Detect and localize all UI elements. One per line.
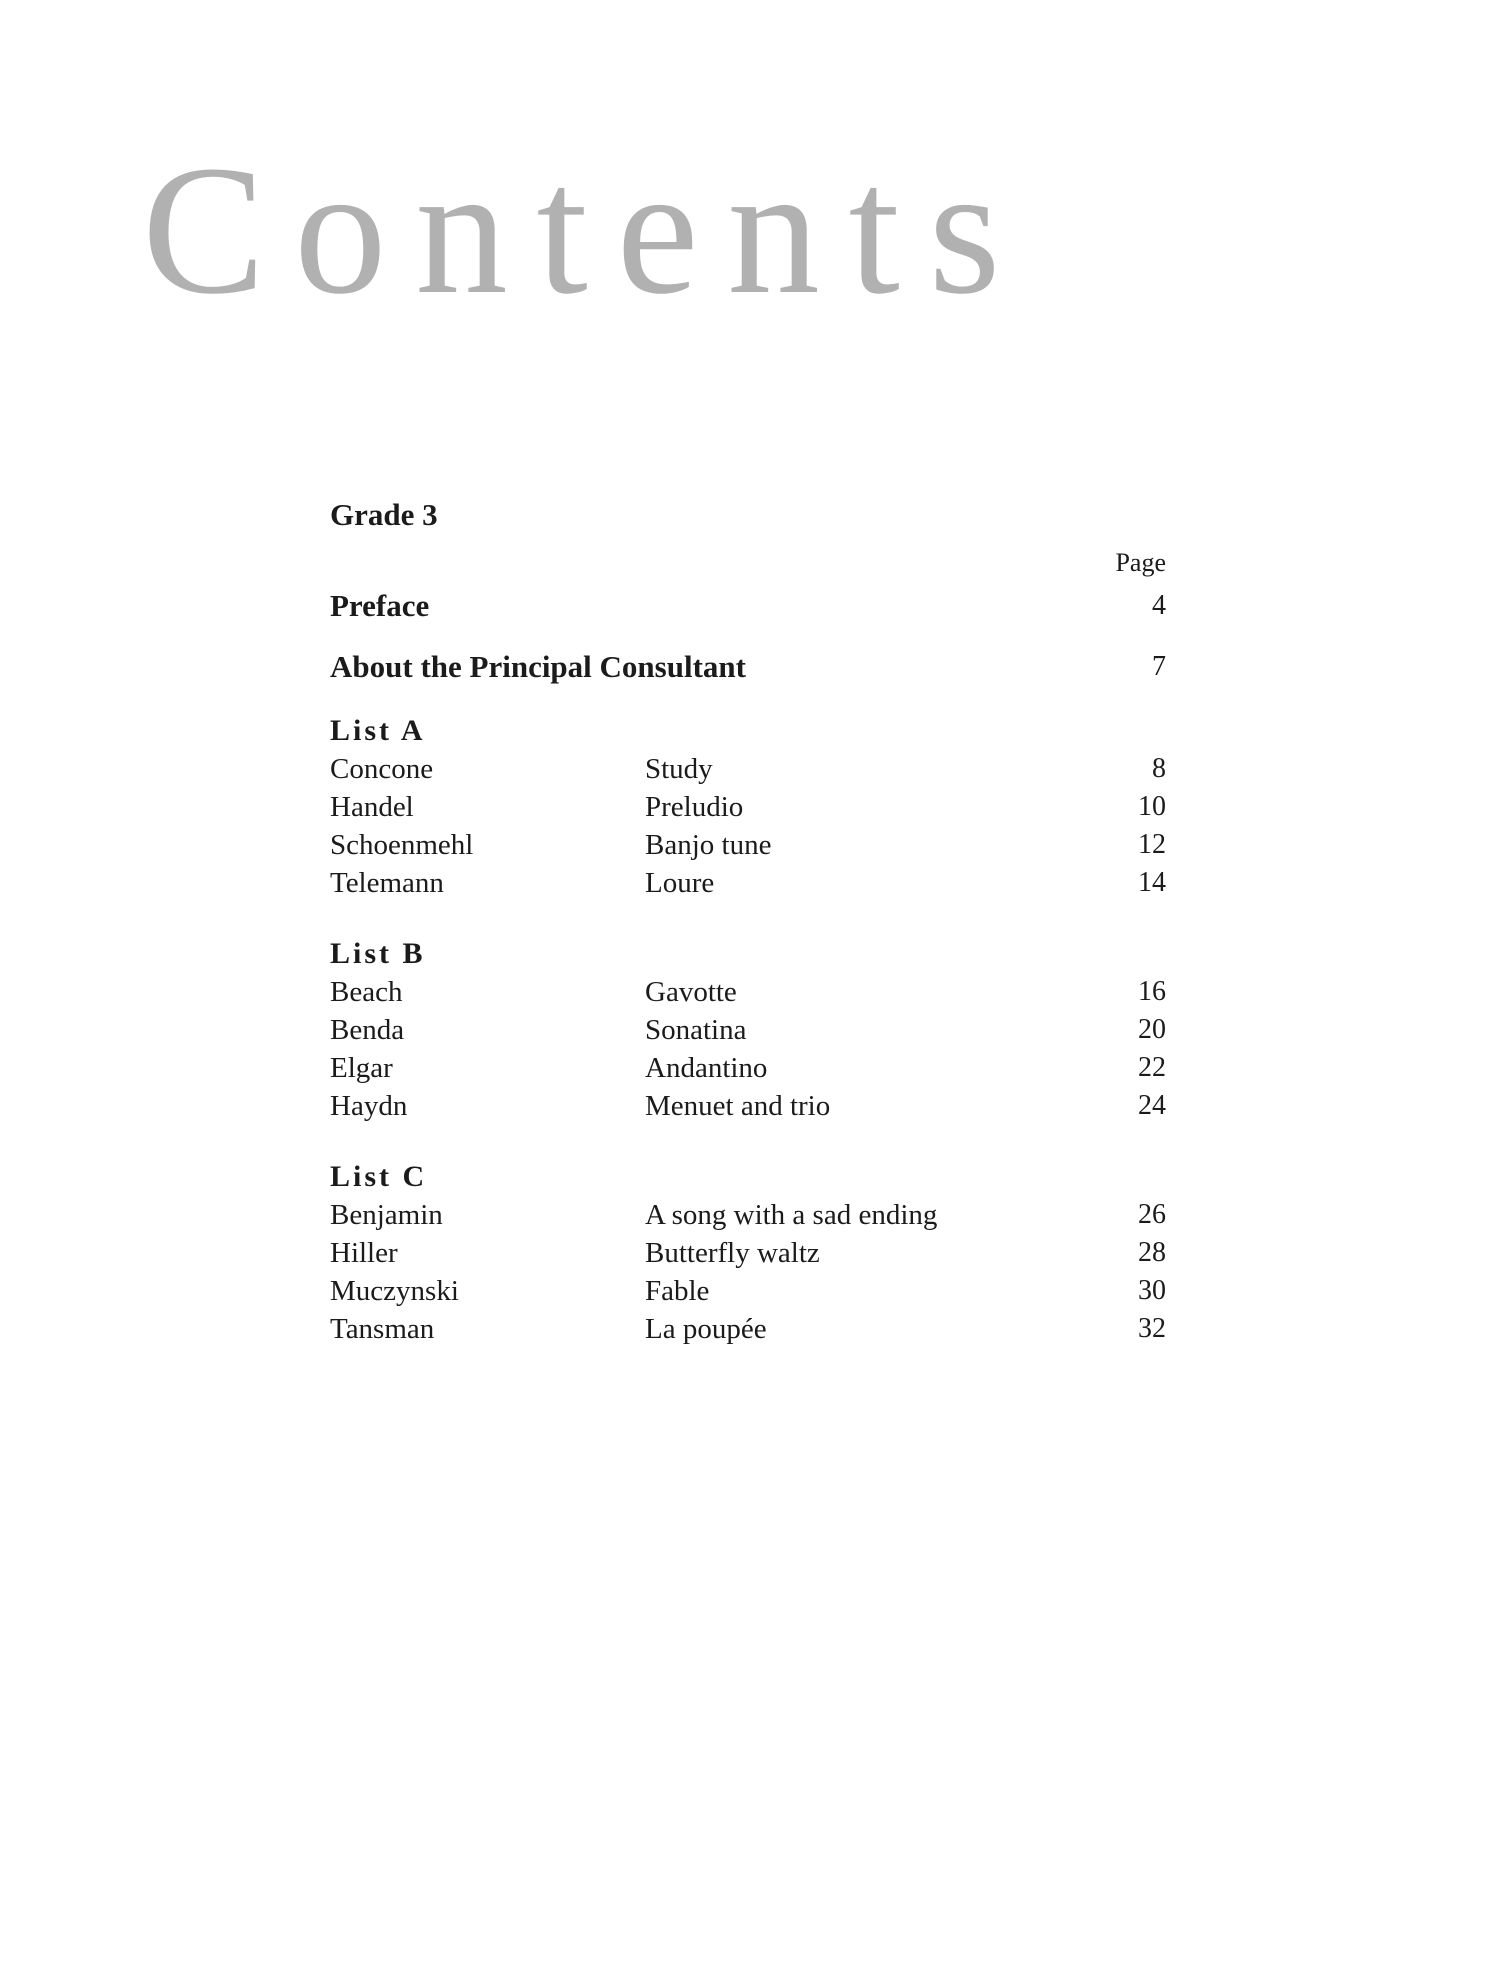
- front-matter-label: Preface: [330, 588, 430, 623]
- piece-title: A song with a sad ending: [645, 1199, 938, 1231]
- composer-name: Benda: [330, 1014, 405, 1046]
- piece-title: Loure: [645, 867, 715, 899]
- toc-row: [330, 1049, 1166, 1087]
- page-title: Contents: [142, 128, 1030, 333]
- toc-row: [330, 750, 1166, 788]
- page-number: 24: [1138, 1090, 1166, 1121]
- piece-title: Sonatina: [645, 1014, 747, 1046]
- page-number: 16: [1138, 976, 1166, 1007]
- composer-name: Benjamin: [330, 1199, 443, 1231]
- composer-name: Muczynski: [330, 1275, 459, 1307]
- piece-title: Menuet and trio: [645, 1090, 831, 1122]
- composer-name: Schoenmehl: [330, 829, 474, 861]
- section-heading-list-c: List C: [330, 1160, 428, 1193]
- page-number: 8: [1152, 753, 1166, 784]
- composer-name: Telemann: [330, 867, 444, 899]
- front-matter-row-about: [330, 648, 1166, 686]
- page-number: 26: [1138, 1199, 1166, 1230]
- piece-title: Banjo tune: [645, 829, 772, 861]
- page-number: 10: [1138, 791, 1166, 822]
- composer-name: Haydn: [330, 1090, 408, 1122]
- piece-title: Fable: [645, 1275, 710, 1307]
- section-heading-list-a: List A: [330, 714, 426, 747]
- page-number: 12: [1138, 829, 1166, 860]
- toc-row: [330, 826, 1166, 864]
- toc-row: [330, 1087, 1166, 1125]
- page-number: 30: [1138, 1275, 1166, 1306]
- toc-row: [330, 1011, 1166, 1049]
- composer-name: Tansman: [330, 1313, 435, 1345]
- piece-title: Study: [645, 753, 713, 785]
- piece-title: La poupée: [645, 1313, 767, 1345]
- page-number: 14: [1138, 867, 1166, 898]
- page-number: 20: [1138, 1014, 1166, 1045]
- grade-heading: Grade 3: [330, 497, 438, 532]
- composer-name: Hiller: [330, 1237, 398, 1269]
- page-number: 28: [1138, 1237, 1166, 1268]
- toc-row: [330, 1272, 1166, 1310]
- page-column-label: Page: [1115, 548, 1166, 577]
- page-number: 22: [1138, 1052, 1166, 1083]
- composer-name: Handel: [330, 791, 414, 823]
- front-matter-row-preface: [330, 587, 1166, 625]
- toc-row: [330, 973, 1166, 1011]
- front-matter-label: About the Principal Consultant: [330, 649, 746, 684]
- section-heading-list-b: List B: [330, 937, 426, 970]
- toc-row: [330, 864, 1166, 902]
- composer-name: Concone: [330, 753, 434, 785]
- toc-row: [330, 1310, 1166, 1348]
- page-number: 32: [1138, 1313, 1166, 1344]
- piece-title: Andantino: [645, 1052, 768, 1084]
- front-matter-page-number: 7: [1152, 651, 1166, 682]
- toc-row: [330, 1196, 1166, 1234]
- front-matter-page-number: 4: [1152, 590, 1166, 621]
- composer-name: Elgar: [330, 1052, 393, 1084]
- piece-title: Preludio: [645, 791, 744, 823]
- toc-row: [330, 1234, 1166, 1272]
- composer-name: Beach: [330, 976, 403, 1008]
- contents-body: [330, 496, 1166, 1348]
- piece-title: Butterfly waltz: [645, 1237, 820, 1269]
- piece-title: Gavotte: [645, 976, 737, 1008]
- toc-row: [330, 788, 1166, 826]
